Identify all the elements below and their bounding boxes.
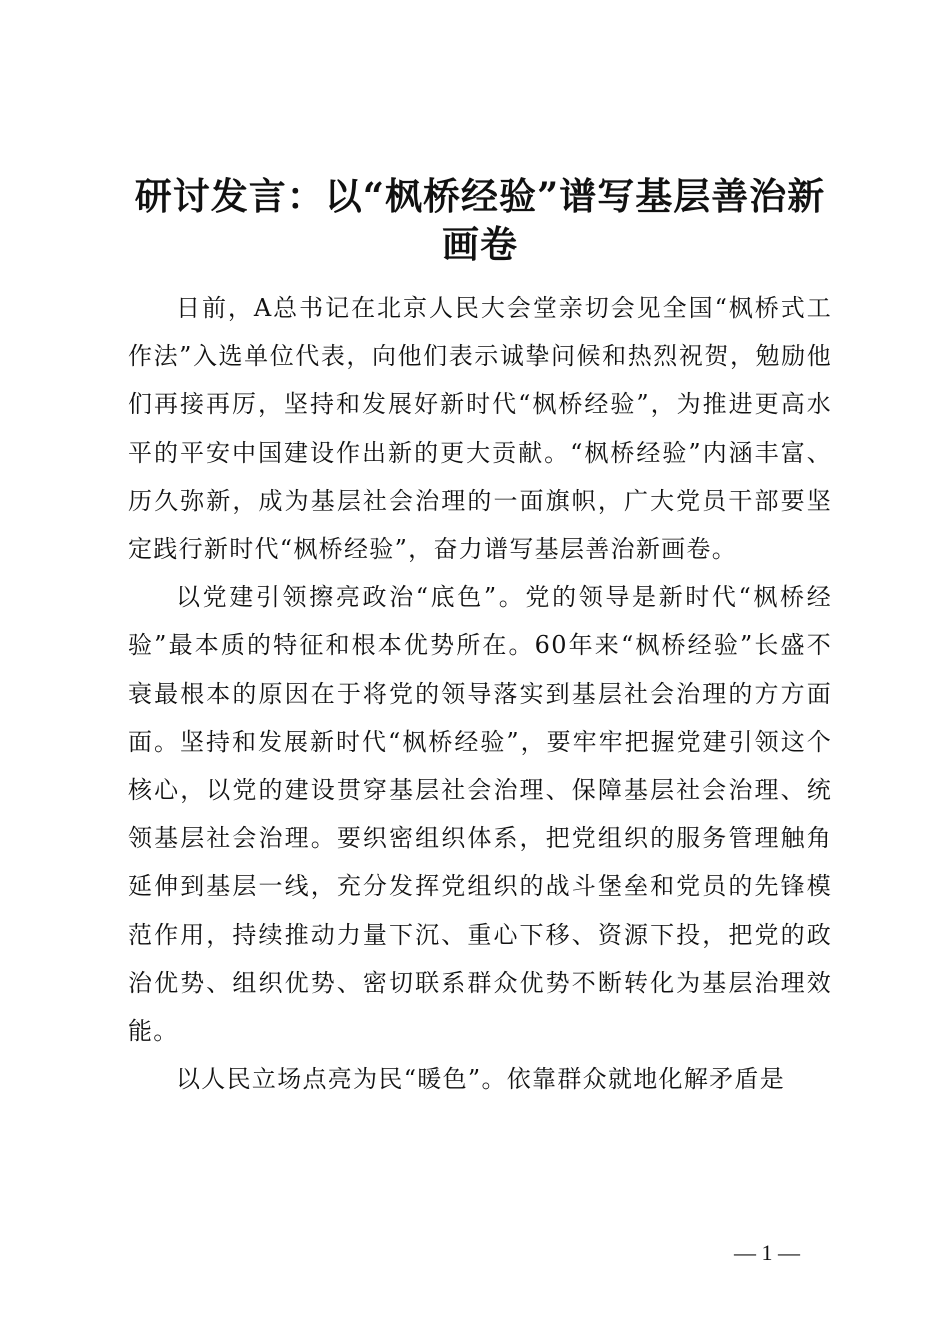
document-body (128, 284, 832, 1103)
document-title: 研讨发言：以“枫桥经验”谱写基层善治新画卷 (134, 174, 826, 266)
paragraph: 以人民立场点亮为民“暖色”。依靠群众就地化解矛盾是 (176, 1065, 786, 1094)
page-number: — 1 — (734, 1240, 800, 1265)
paragraph: 日前，A总书记在北京人民大会堂亲切会见全国“枫桥式工作法”入选单位代表，向他们表示诚挚问候和热烈祝贺，勉励他们再接再厉，坚持和发展好新时代“枫桥经验”，为推进更高水平的平安中国建设作出新的更大贡献。“枫桥经验”内涵丰富、历久弥新，成为基层社会治理的一面旗帜，广大党员干部要坚定践行新时代“枫桥经验”，奋力谱写基层善治新画卷。 (128, 294, 832, 564)
paragraph: 以党建引领擦亮政治“底色”。党的领导是新时代“枫桥经验”最本质的特征和根本优势所在。60年来“枫桥经验”长盛不衰最根本的原因在于将党的领导落实到基层社会治理的方方面面。坚持和发展新时代“枫桥经验”，要牢牢把握党建引领这个核心，以党的建设贯穿基层社会治理、保障基层社会治理、统领基层社会治理。要织密组织体系，把党组织的服务管理触角延伸到基层一线，充分发挥党组织的战斗堡垒和党员的先锋模范作用，持续推动力量下沉、重心下移、资源下投，把党的政治优势、组织优势、密切联系群众优势不断转化为基层治理效能。 (128, 583, 832, 1046)
